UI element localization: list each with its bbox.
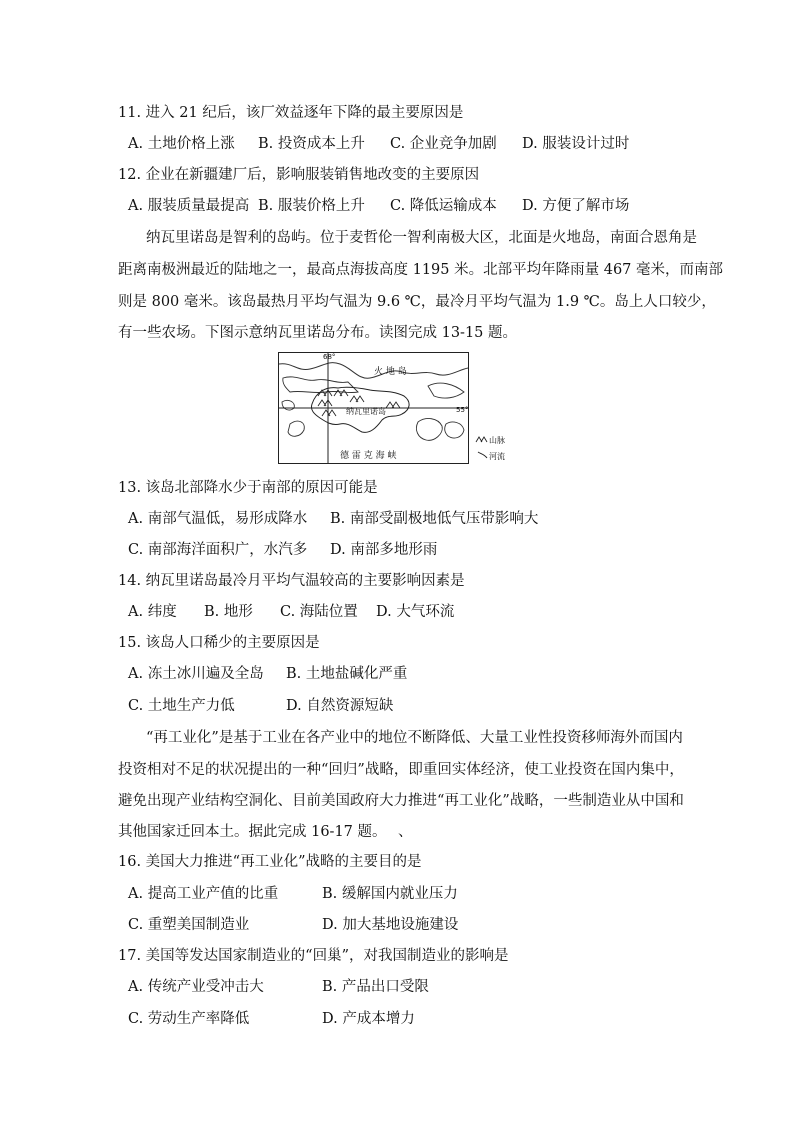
option-b[interactable]: B. 地形 [204, 604, 253, 620]
option-d[interactable]: D. 服装设计过时 [522, 136, 630, 152]
option-b[interactable]: B. 产品出口受限 [322, 979, 429, 995]
option-b[interactable]: B. 服装价格上升 [258, 198, 365, 214]
passage1-line-2: 距离南极洲最近的陆地之一，最高点海拔高度 1195 米。北部平均年降雨量 467 毫米，而南部 [118, 262, 724, 278]
option-c[interactable]: C. 劳动生产率降低 [128, 1011, 250, 1027]
map-legend [476, 435, 505, 461]
legend-river-label: 河流 [489, 452, 505, 461]
question-12-stem: 12. 企业在新疆建厂后，影响服装销售地改变的主要原因 [118, 167, 480, 183]
option-a[interactable]: A. 纬度 [128, 604, 177, 620]
question-17-stem: 17. 美国等发达国家制造业的“回巢”，对我国制造业的影响是 [118, 948, 509, 964]
option-c[interactable]: C. 降低运输成本 [390, 198, 497, 214]
option-a[interactable]: A. 南部气温低，易形成降水 [128, 511, 308, 527]
passage1-line-4: 有一些农场。下图示意纳瓦里诺岛分布。读图完成 13-15 题。 [118, 325, 518, 341]
latitude-label: 55° [456, 406, 469, 414]
option-a[interactable]: A. 土地价格上涨 [128, 136, 235, 152]
option-d[interactable]: D. 大气环流 [376, 604, 455, 620]
passage2-line-3: 避免出现产业结构空洞化、目前美国政府大力推进“再工业化”战略，一些制造业从中国和 [118, 793, 684, 809]
river-legend-icon [478, 452, 487, 458]
passage2-line-4 [118, 822, 413, 842]
option-b[interactable]: B. 土地盐碱化严重 [286, 666, 408, 682]
option-b[interactable]: B. 南部受副极地低气压带影响大 [330, 511, 539, 527]
option-c[interactable]: C. 企业竞争加剧 [390, 136, 497, 152]
option-d[interactable]: D. 方便了解市场 [522, 198, 630, 214]
passage1-line-3: 则是 800 毫米。该岛最热月平均气温为 9.6 ℃，最冷月平均气温为 1.9 ℃。岛上人口较少， [118, 294, 716, 310]
option-b[interactable]: B. 投资成本上升 [258, 136, 365, 152]
option-b[interactable]: B. 缓解国内就业压力 [322, 886, 458, 902]
option-a[interactable]: A. 冻土冰川遍及全岛 [128, 666, 264, 682]
mountain-legend-icon [476, 437, 487, 442]
north-island-label: 火 地 岛 [374, 367, 407, 377]
option-c[interactable]: C. 南部海洋面积广，水汽多 [128, 542, 308, 558]
option-c[interactable]: C. 海陆位置 [280, 604, 358, 620]
option-d[interactable]: D. 加大基地设施建设 [322, 917, 459, 933]
question-14-stem: 14. 纳瓦里诺岛最冷月平均气温较高的主要影响因素是 [118, 573, 465, 589]
option-a[interactable]: A. 提高工业产值的比重 [128, 886, 279, 902]
question-16-stem: 16. 美国大力推进“再工业化”战略的主要目的是 [118, 854, 422, 870]
option-d[interactable]: D. 产成本增力 [322, 1011, 415, 1027]
question-11-stem: 11. 进入 21 纪后，该厂效益逐年下降的最主要原因是 [118, 105, 464, 121]
option-a[interactable]: A. 传统产业受冲击大 [128, 979, 264, 995]
strait-label: 德 雷 克 海 峡 [340, 451, 397, 461]
passage2-line-4-text: 其他国家迁回本土。据此完成 16-17 题。 [118, 824, 387, 840]
navarino-island-map [278, 352, 524, 464]
stray-mark: 、 [398, 824, 413, 840]
option-c[interactable]: C. 重塑美国制造业 [128, 917, 250, 933]
legend-mountain-label: 山脉 [489, 436, 505, 445]
option-a[interactable]: A. 服装质量最提高 [128, 198, 250, 214]
island-name-label: 纳瓦里诺岛 [346, 407, 386, 416]
question-13-stem: 13. 该岛北部降水少于南部的原因可能是 [118, 480, 378, 496]
longitude-label: 68° [323, 353, 336, 361]
option-d[interactable]: D. 自然资源短缺 [286, 698, 394, 714]
passage2-line-2: 投资相对不足的状况提出的一种“回归”战略，即重回实体经济，使工业投资在国内集中， [118, 762, 684, 778]
question-15-stem: 15. 该岛人口稀少的主要原因是 [118, 635, 320, 651]
passage1-line-1: 纳瓦里诺岛是智利的岛屿。位于麦哲伦一智利南极大区，北面是火地岛，南面合恩角是 [146, 230, 697, 246]
passage2-line-1: “再工业化”是基于工业在各产业中的地位不断降低、大量工业性投资移师海外而国内 [146, 730, 683, 746]
option-c[interactable]: C. 土地生产力低 [128, 698, 235, 714]
option-d[interactable]: D. 南部多地形雨 [330, 542, 438, 558]
